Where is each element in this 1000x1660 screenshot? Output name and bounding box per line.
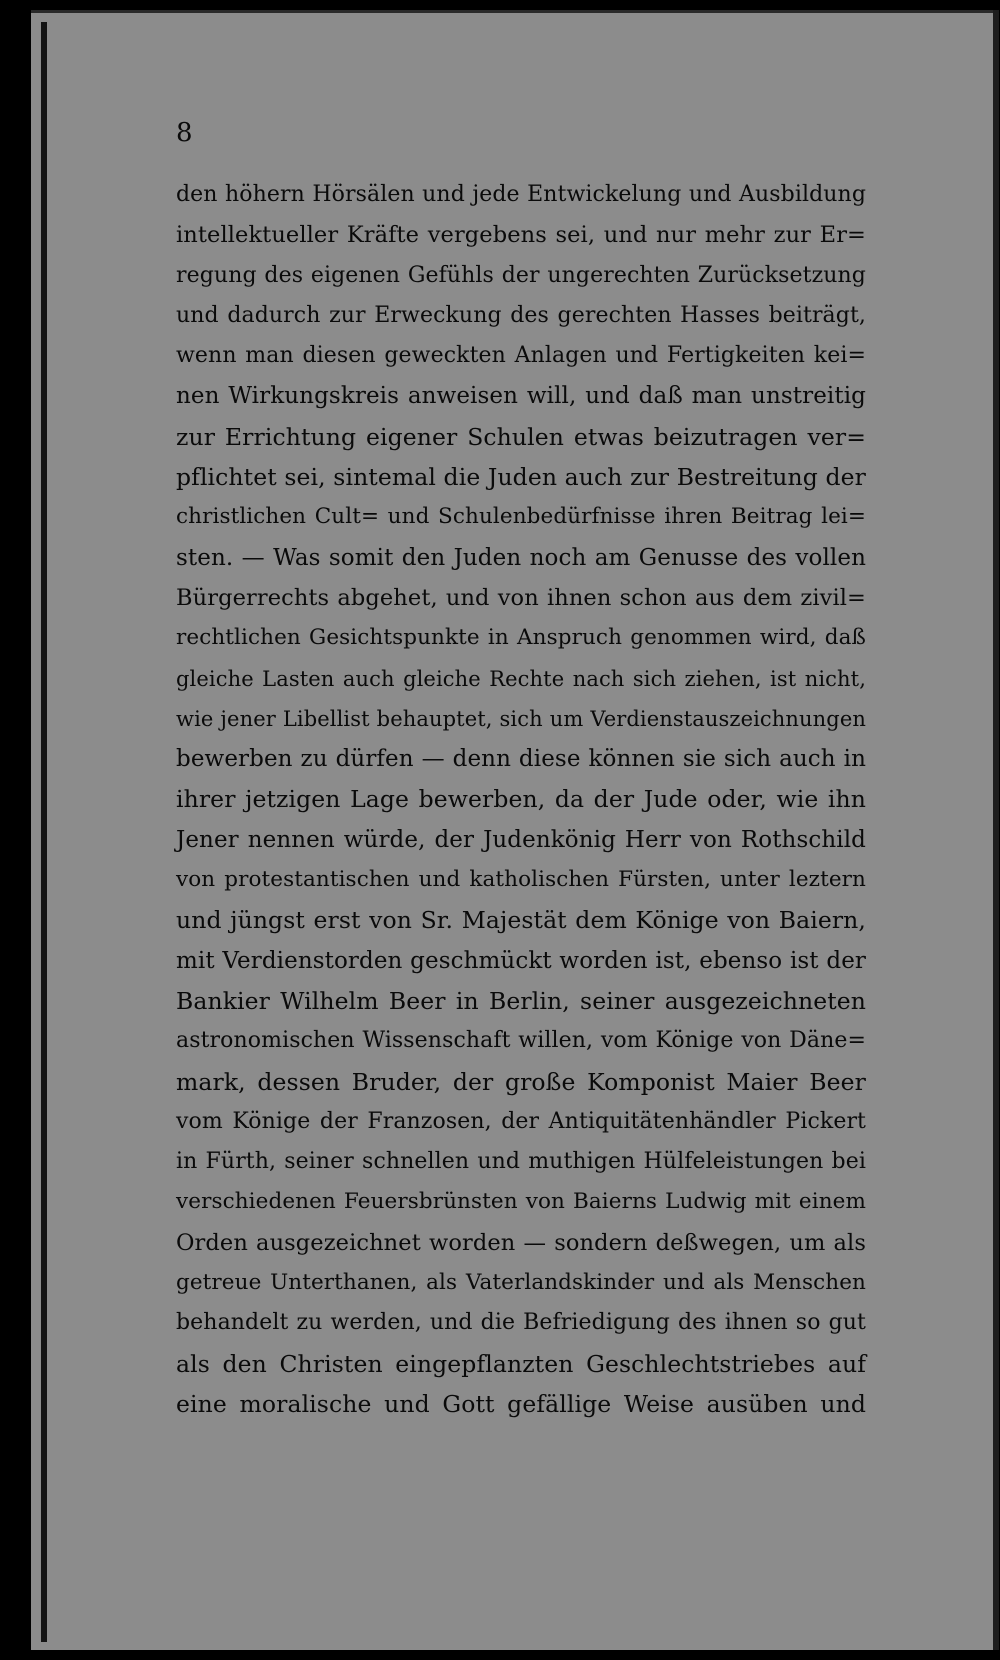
page-number: 8 xyxy=(176,118,193,148)
text-line: intellektueller Kräfte vergebens sei, und nur mehr zur Er= xyxy=(176,222,866,249)
text-line: getreue Unterthanen, als Vaterlandskinder und als Menschen xyxy=(176,1270,866,1296)
text-line: von protestantischen und katholischen Fürsten, unter leztern xyxy=(176,867,866,893)
text-line: eine moralische und Gott gefällige Weise ausüben und xyxy=(176,1389,866,1418)
text-line: astronomischen Wissenschaft willen, vom Könige von Däne= xyxy=(176,1028,866,1054)
text-line: zur Errichtung eigener Schulen etwas beizutragen ver= xyxy=(176,422,866,451)
text-line: christlichen Cult= und Schulenbedürfnisse ihren Beitrag lei= xyxy=(176,504,866,530)
text-line: wie jener Libellist behauptet, sich um Verdienstauszeichnungen xyxy=(176,706,866,731)
page-right-edge xyxy=(993,10,999,1650)
book-page xyxy=(31,10,999,1650)
text-line: bewerben zu dürfen — denn diese können sie sich auch in xyxy=(176,746,866,773)
page-binding-line xyxy=(41,22,47,1642)
text-line: ihrer jetzigen Lage bewerben, da der Jude oder, wie ihn xyxy=(176,785,866,814)
text-line: mit Verdienstorden geschmückt worden ist, ebenso ist der xyxy=(176,947,866,974)
text-line: den höhern Hörsälen und jede Entwickelung und Ausbildung xyxy=(176,182,866,207)
text-line: sten. — Was somit den Juden noch am Genusse des vollen xyxy=(176,544,866,571)
text-line: pflichtet sei, sintemal die Juden auch zur Bestreitung der xyxy=(176,463,866,492)
text-line: vom Könige der Franzosen, der Antiquitätenhändler Pickert xyxy=(176,1108,866,1134)
text-line: als den Christen eingepflanzten Geschlechtstriebes auf xyxy=(176,1349,866,1378)
text-line: gleiche Lasten auch gleiche Rechte nach sich ziehen, ist nicht, xyxy=(176,666,866,691)
text-line: verschiedenen Feuersbrünsten von Baierns Ludwig mit einem xyxy=(176,1189,866,1215)
text-line: Jener nennen würde, der Judenkönig Herr von Rothschild xyxy=(176,826,866,853)
text-line: in Fürth, seiner schnellen und muthigen Hülfeleistungen bei xyxy=(176,1149,866,1175)
body-text xyxy=(176,175,866,1424)
text-line: mark, dessen Bruder, der große Komponist Maier Beer xyxy=(176,1067,866,1096)
text-line: Bürgerrechts abgehet, und von ihnen schon aus dem zivil= xyxy=(176,584,866,611)
text-line: und jüngst erst von Sr. Majestät dem Könige von Baiern, xyxy=(176,906,866,935)
text-line: und dadurch zur Erweckung des gerechten Hasses beiträgt, xyxy=(176,302,866,328)
text-line: Bankier Wilhelm Beer in Berlin, seiner ausgezeichneten xyxy=(176,986,866,1015)
text-line: wenn man diesen geweckten Anlagen und Fertigkeiten kei= xyxy=(176,343,866,369)
text-line: nen Wirkungskreis anweisen will, und daß man unstreitig xyxy=(176,383,866,410)
text-line: rechtlichen Gesichtspunkte in Anspruch genommen wird, daß xyxy=(176,625,866,651)
text-line: Orden ausgezeichnet worden — sondern deßwegen, um als xyxy=(176,1229,866,1256)
page-top-edge xyxy=(31,10,999,13)
text-line: regung des eigenen Gefühls der ungerechten Zurücksetzung xyxy=(176,262,866,288)
text-line: behandelt zu werden, und die Befriedigung des ihnen so gut xyxy=(176,1310,866,1336)
